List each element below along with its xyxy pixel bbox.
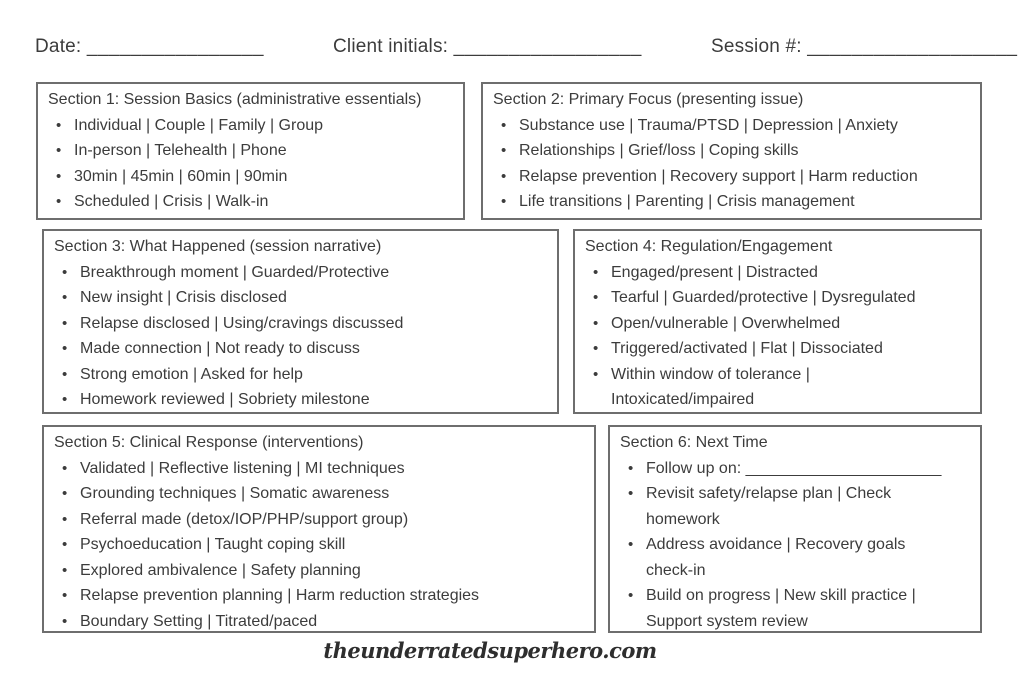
bullet-item: • 30min | 45min | 60min | 90min xyxy=(48,164,455,190)
session-number-field xyxy=(711,36,1018,58)
section-title: Section 2: Primary Focus (presenting issue) xyxy=(493,91,804,108)
bullet-item: • Scheduled | Crisis | Walk-in xyxy=(48,189,455,215)
bullet-item: • Tearful | Guarded/protective | Dysregulated xyxy=(585,285,936,311)
bullet-item: • Substance use | Trauma/PTSD | Depression | Anxiety xyxy=(493,113,972,139)
bullet-item: • Build on progress | New skill practice | Support system review xyxy=(620,583,946,633)
section-title: Section 4: Regulation/Engagement xyxy=(585,238,833,255)
section-3-what-happened-box xyxy=(42,229,559,414)
bullet-item: • Individual | Couple | Family | Group xyxy=(48,113,455,139)
bullet-item: • Homework reviewed | Sobriety milestone xyxy=(54,387,549,413)
bullet-list xyxy=(54,456,586,634)
section-title: Section 3: What Happened (session narrative) xyxy=(54,238,382,255)
bullet-item: • Engaged/present | Distracted xyxy=(585,260,936,286)
bullet-item: • Address avoidance | Recovery goals check-in xyxy=(620,532,946,583)
bullet-item: • Strong emotion | Asked for help xyxy=(54,362,549,388)
section-title: Section 5: Clinical Response (interventions) xyxy=(54,434,364,451)
section-1-session-basics-box xyxy=(36,82,465,220)
bullet-item: • Validated | Reflective listening | MI techniques xyxy=(54,456,586,482)
section-2-primary-focus-box xyxy=(481,82,982,220)
date-field xyxy=(35,36,264,58)
bullet-item: • Made connection | Not ready to discuss xyxy=(54,336,549,362)
bullet-item: • Referral made (detox/IOP/PHP/support group) xyxy=(54,507,586,533)
bullet-item: • Boundary Setting | Titrated/paced xyxy=(54,609,586,634)
section-title: Section 6: Next Time xyxy=(620,434,768,451)
bullet-item: • New insight | Crisis disclosed xyxy=(54,285,549,311)
section-4-regulation-engagement-box xyxy=(573,229,982,414)
session-number-blank-line: ___________________ xyxy=(807,36,1018,57)
bullet-item: • Revisit safety/relapse plan | Check homework xyxy=(620,481,946,532)
section-title: Section 1: Session Basics (administrative essentials) xyxy=(48,91,422,108)
bullet-item: • Open/vulnerable | Overwhelmed xyxy=(585,311,936,337)
bullet-item: • Grounding techniques | Somatic awareness xyxy=(54,481,586,507)
bullet-item: • Relationships | Grief/loss | Coping skills xyxy=(493,138,972,164)
bullet-item: • Explored ambivalence | Safety planning xyxy=(54,558,586,584)
footer xyxy=(0,638,980,663)
bullet-item: • Relapse disclosed | Using/cravings discussed xyxy=(54,311,549,337)
bullet-list xyxy=(54,260,549,413)
client-initials-field xyxy=(333,36,642,58)
date-blank-line: ________________ xyxy=(86,36,264,57)
bullet-item: • Within window of tolerance | Intoxicated/impaired xyxy=(585,362,936,413)
bullet-list xyxy=(493,113,972,215)
bullet-item: • Triggered/activated | Flat | Dissociated xyxy=(585,336,936,362)
website-url-text: theunderratedsuperhero.com xyxy=(323,638,657,663)
bullet-item-follow-up-blank: • Follow up on: ______________________ xyxy=(620,456,946,482)
date-label: Date: xyxy=(35,36,82,57)
section-5-clinical-response-box xyxy=(42,425,596,633)
bullet-item: • Life transitions | Parenting | Crisis management xyxy=(493,189,972,215)
bullet-item: • Relapse prevention | Recovery support | Harm reduction xyxy=(493,164,972,190)
bullet-list xyxy=(585,260,936,413)
client-initials-label: Client initials: xyxy=(333,36,449,57)
client-initials-blank-line: _________________ xyxy=(453,36,642,57)
bullet-list xyxy=(620,456,946,634)
bullet-item: • Psychoeducation | Taught coping skill xyxy=(54,532,586,558)
bullet-list xyxy=(48,113,455,215)
section-6-next-time-box xyxy=(608,425,982,633)
session-number-label: Session #: xyxy=(711,36,802,57)
bullet-item: • In-person | Telehealth | Phone xyxy=(48,138,455,164)
bullet-item: • Relapse prevention planning | Harm reduction strategies xyxy=(54,583,586,609)
bullet-item: • Breakthrough moment | Guarded/Protective xyxy=(54,260,549,286)
